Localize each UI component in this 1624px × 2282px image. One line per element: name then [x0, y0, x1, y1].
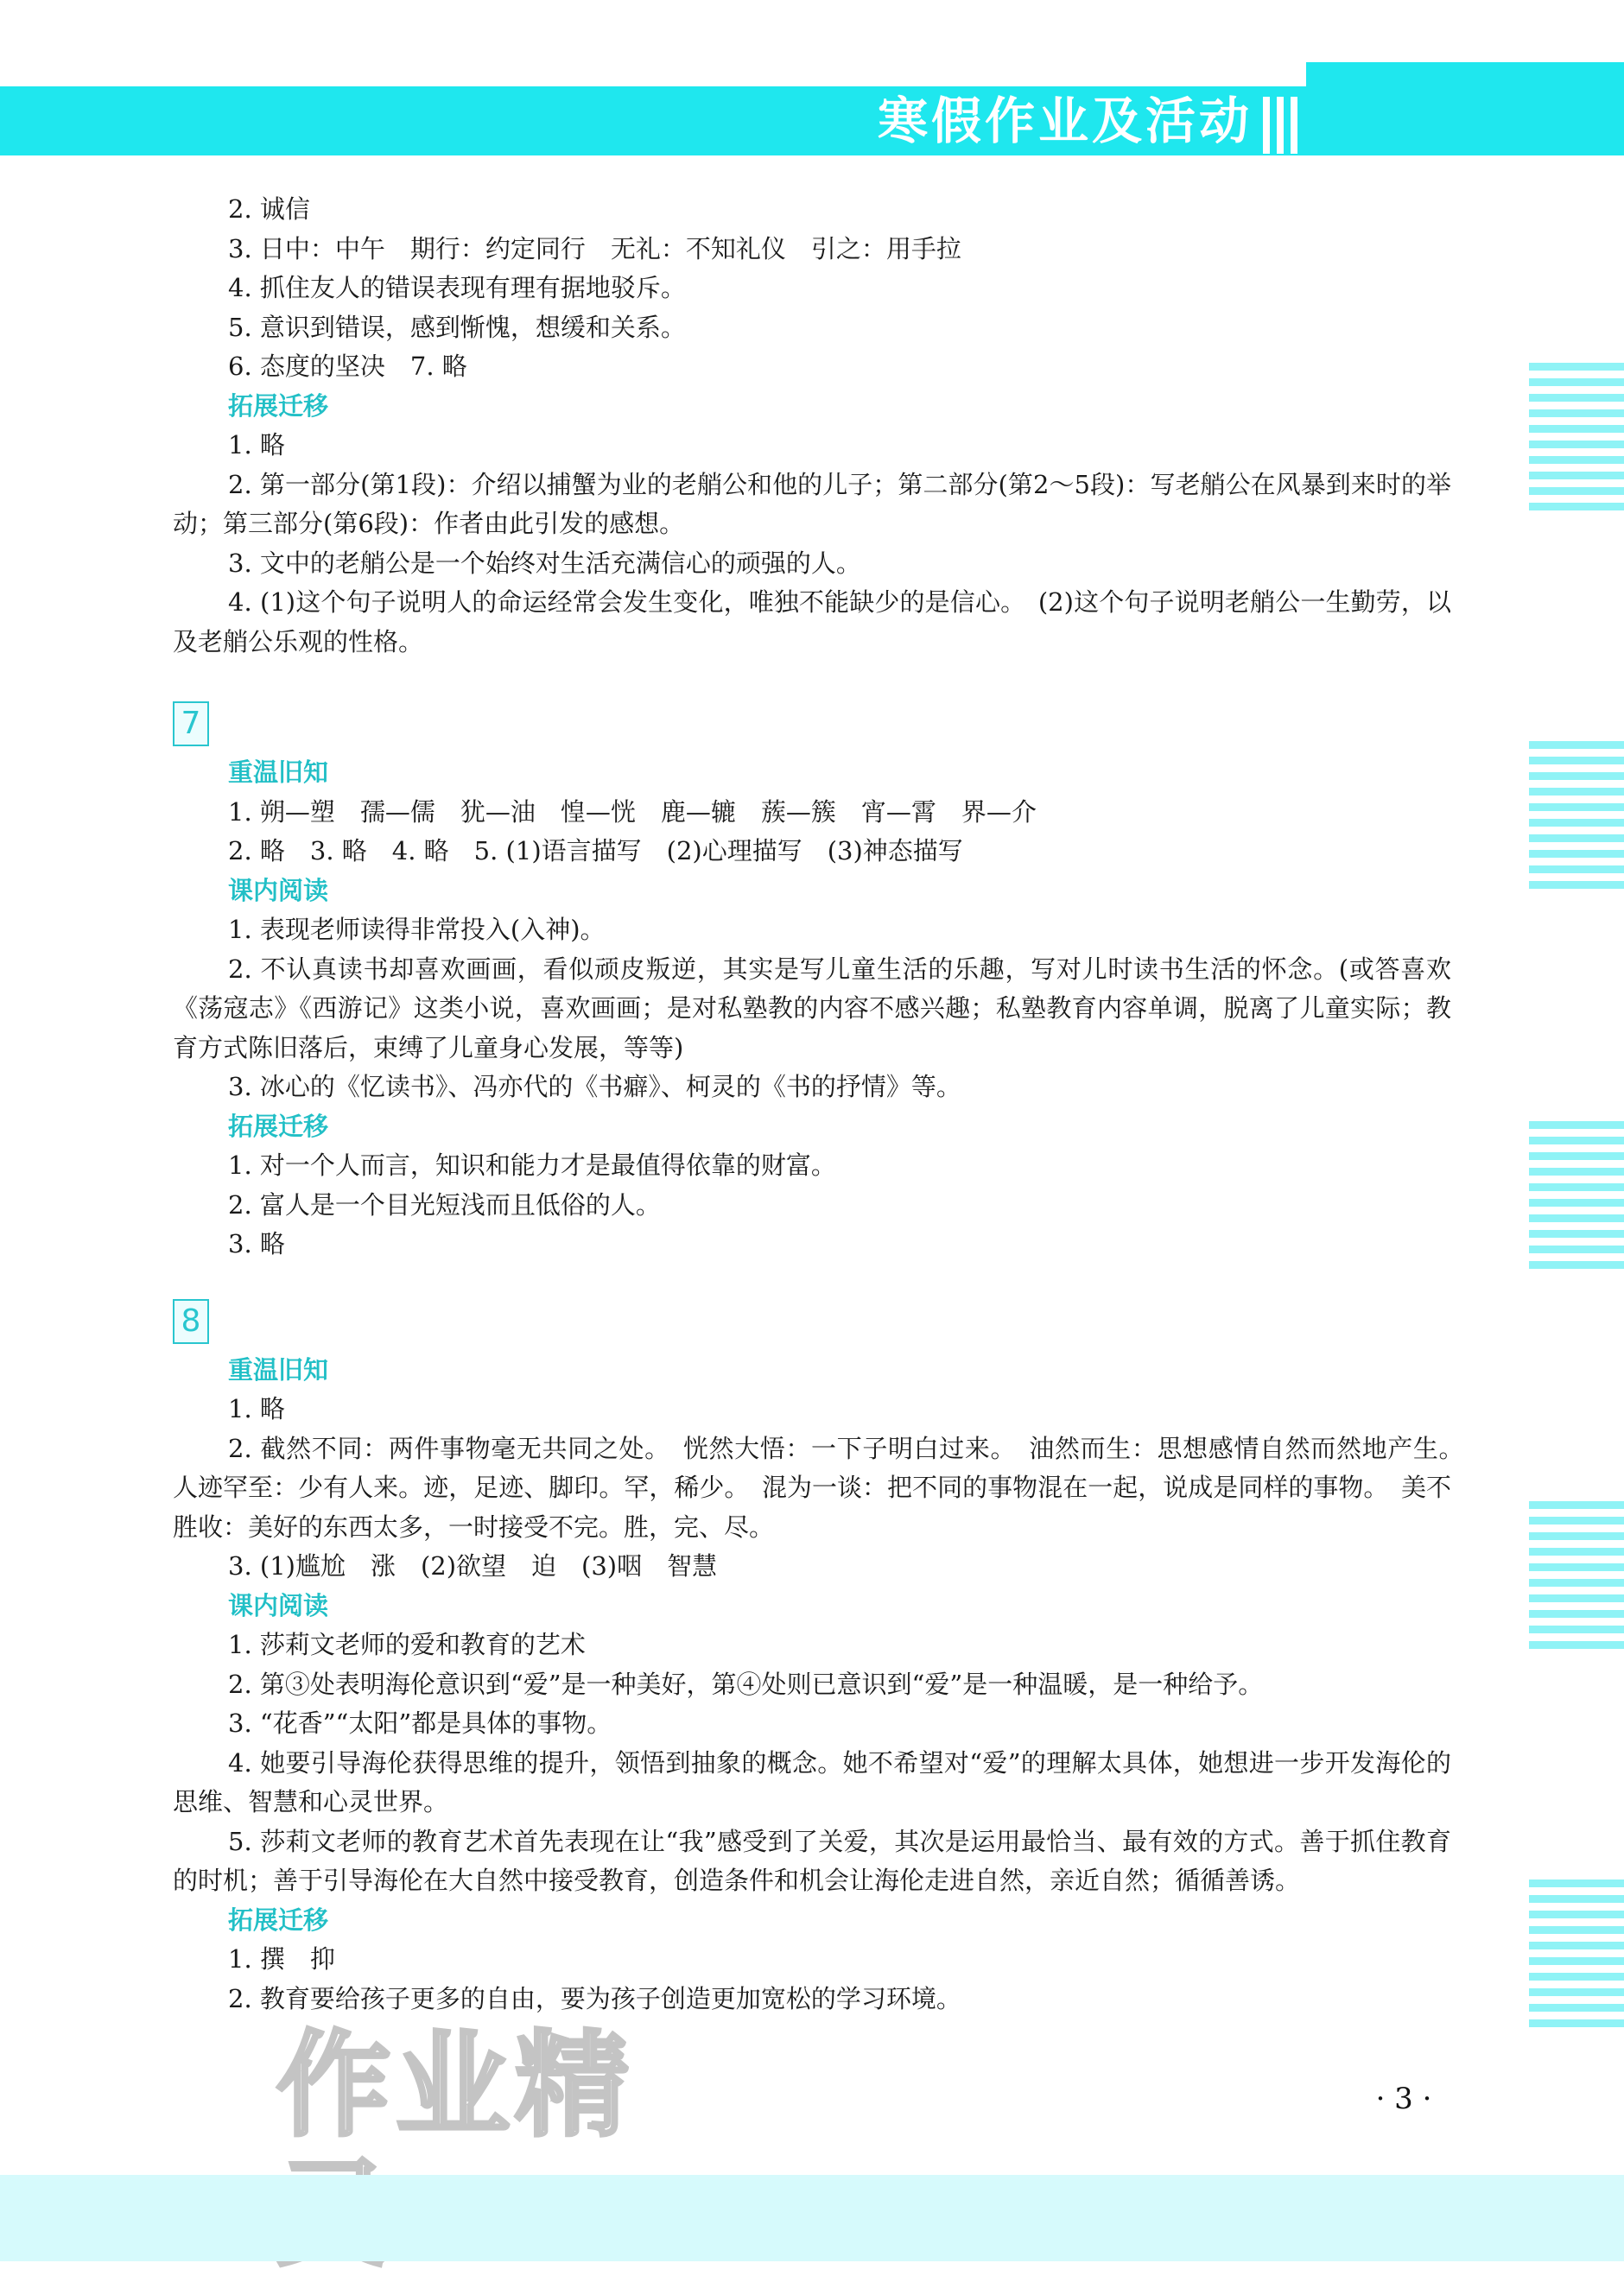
answer-line: 1. 对一个人而言，知识和能力才是最值得依靠的财富。	[228, 1151, 836, 1180]
side-stripes	[1529, 741, 1624, 897]
watermark-logo: 作业精	[276, 2019, 634, 2152]
answer-line: 5. 意识到错误，感到惭愧，想缓和关系。	[228, 312, 686, 342]
answer-paragraph: 2. 第一部分(第1段)：介绍以捕蟹为业的老艄公和他的儿子；第二部分(第2～5段)：写老艄公在风暴到来时的举动；第三部分(第6段)：作者由此引发的感想。	[173, 469, 1451, 538]
subsection-heading: 拓展迁移	[228, 390, 329, 421]
answer-line: 3. 略	[228, 1229, 285, 1258]
answer-line: 2. 诚信	[228, 194, 310, 224]
subsection-heading: 拓展迁移	[228, 1905, 329, 1935]
answer-paragraph: 4. (1)这个句子说明人的命运经常会发生变化，唯独不能缺少的是信心。 (2)这个句子说明老艄公一生勤劳，以及老艄公乐观的性格。	[173, 587, 1451, 656]
answer-line: 2. 富人是一个目光短浅而且低俗的人。	[228, 1189, 661, 1220]
footer-band	[0, 2175, 1624, 2261]
answer-line: 1. 略	[228, 430, 285, 460]
answer-content	[173, 190, 1477, 2019]
answer-line: 6. 态度的坚决 7. 略	[228, 352, 467, 381]
subsection-heading: 课内阅读	[228, 1590, 329, 1620]
subsection-heading: 重温旧知	[228, 1354, 329, 1385]
answer-paragraph: 4. 她要引导海伦获得思维的提升，领悟到抽象的概念。她不希望对“爱”的理解太具体，她想进一步开发海伦的思维、智慧和心灵世界。	[173, 1747, 1451, 1816]
answer-line: 3. 冰心的《忆读书》、冯亦代的《书癖》、柯灵的《书的抒情》等。	[228, 1072, 961, 1101]
answer-line: 2. 教育要给孩子更多的自由，要为孩子创造更加宽松的学习环境。	[228, 1983, 961, 2013]
answer-line: 2. 略 3. 略 4. 略 5. (1)语言描写 (2)心理描写 (3)神态描写	[228, 836, 963, 865]
header-divider-bar	[1277, 97, 1284, 154]
subsection-heading: 拓展迁移	[228, 1111, 329, 1141]
answer-line: 1. 撰 抑	[228, 1944, 335, 1974]
answer-line: 1. 表现老师读得非常投入(入神)。	[228, 915, 606, 944]
page-number: · 3 ·	[1375, 2082, 1432, 2116]
header-corner-block	[1306, 62, 1624, 155]
side-stripes	[1529, 363, 1624, 518]
answer-line: 2. 第③处表明海伦意识到“爱”是一种美好，第④处则已意识到“爱”是一种温暖，是一种给予。	[228, 1669, 1264, 1699]
section-number-box: 7	[173, 701, 209, 746]
side-stripes	[1529, 1879, 1624, 2035]
header-divider-bar	[1263, 97, 1270, 154]
header-divider-bar	[1291, 97, 1297, 154]
section-number-box: 8	[173, 1299, 209, 1344]
answer-line: 1. 朔—塑 孺—儒 犹—油 惶—恍 鹿—辘 蔟—簇 宵—霄 界—介	[228, 796, 1037, 827]
side-stripes	[1529, 1121, 1624, 1277]
subsection-heading: 重温旧知	[228, 757, 329, 787]
answer-line: 3. 文中的老艄公是一个始终对生活充满信心的顽强的人。	[228, 548, 861, 578]
answer-line: 3. 日中：中午 期行：约定同行 无礼：不知礼仪 引之：用手拉	[228, 233, 961, 263]
side-stripes	[1529, 1501, 1624, 1657]
page-title: 寒假作业及活动	[877, 92, 1253, 150]
answer-line: 3. “花香”“太阳”都是具体的事物。	[228, 1708, 612, 1738]
answer-line: 3. (1)尴尬 涨 (2)欲望 迫 (3)咽 智慧	[228, 1551, 718, 1581]
answer-paragraph: 2. 不认真读书却喜欢画画，看似顽皮叛逆，其实是写儿童生活的乐趣，写对儿时读书生活的怀念。(或答喜欢《荡寇志》《西游记》这类小说，喜欢画画；是对私塾教的内容不感兴趣；私塾教育内容单调，脱离了儿童实际；教育方式陈旧落后，束缚了儿童身心发展，等等)	[173, 954, 1451, 1062]
answer-line: 1. 略	[228, 1394, 285, 1423]
subsection-heading: 课内阅读	[228, 875, 329, 905]
answer-paragraph: 5. 莎莉文老师的教育艺术首先表现在让“我”感受到了关爱，其次是运用最恰当、最有效的方式。善于抓住教育的时机；善于引导海伦在大自然中接受教育，创造条件和机会让海伦走进自然，亲近自然；循循善诱。	[173, 1826, 1451, 1895]
answer-paragraph: 2. 截然不同：两件事物毫无共同之处。 恍然大悟：一下子明白过来。 油然而生：思想感情自然而然地产生。 人迹罕至：少有人来。迹，足迹、脚印。罕，稀少。 混为一谈：把不同的事物混在一起，说成是同样的事物。 美不胜收：美好的东西太多，一时接受不完。胜，完、尽。	[173, 1433, 1477, 1542]
answer-line: 1. 莎莉文老师的爱和教育的艺术	[228, 1630, 586, 1659]
answer-line: 4. 抓住友人的错误表现有理有据地驳斥。	[228, 273, 686, 302]
